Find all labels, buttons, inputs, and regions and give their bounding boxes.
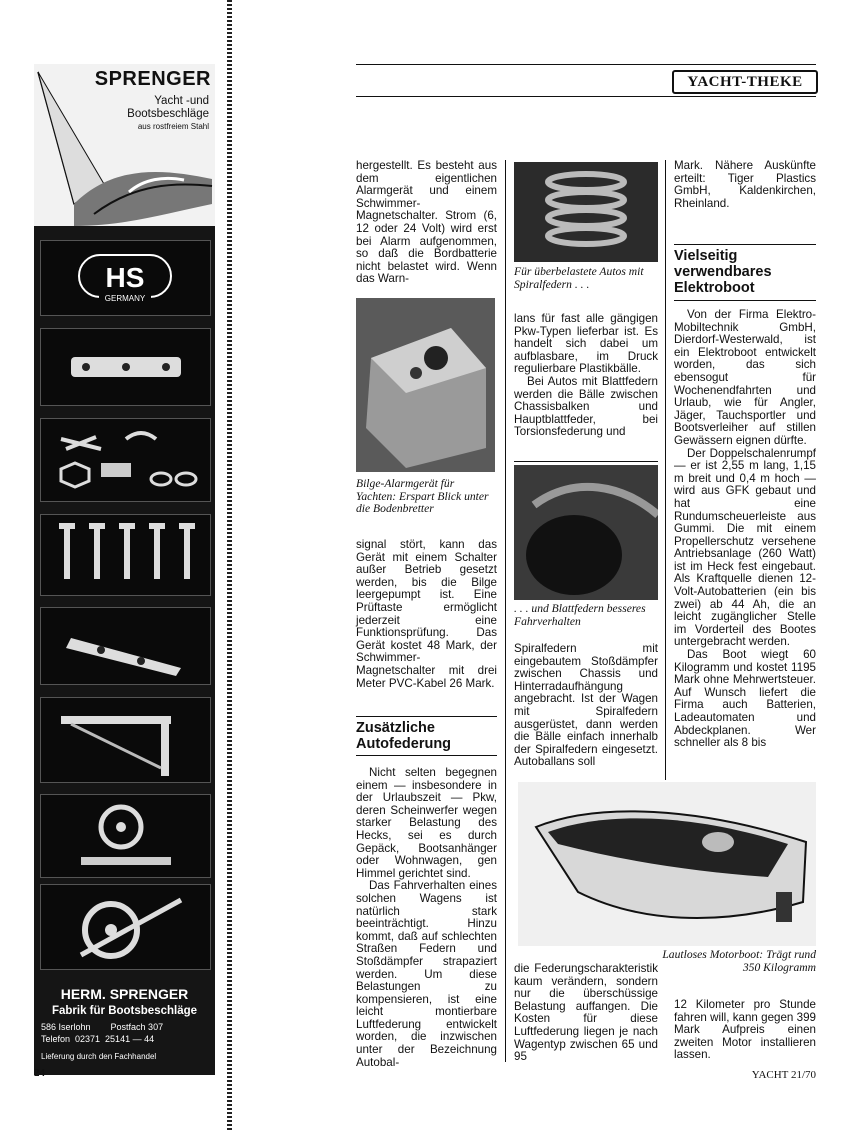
col1-text-top: hergestellt. Es besteht aus dem eigentlichen Alarmgerät und einem Schwimmer-Magnetschalter. Strom (6, 12 oder 24 Volt) wird erst bei Alarm aufgenommen, so daß die Bordbatterie nicht belastet wird. Wenn das Warn- [356, 159, 497, 286]
column-rule [505, 160, 506, 1062]
hinge-panel [40, 328, 211, 406]
bilge-alarm-photo [356, 298, 495, 472]
screws-icon [41, 515, 210, 595]
pulley-block-icon [41, 795, 210, 877]
col2-text-3: die Federungscharakteristik kaum verändern, sondern nur die überschüssige Belastung auffangen. Die Kosten für diese Luftfederung liegen je nach Wagentyp zwischen 65 und 95 [514, 962, 658, 1064]
heading-rule [674, 300, 816, 301]
bilge-alarm-caption: Bilge-Alarmgerät für Yachten: Erspart Blick unter die Bodenbretter [356, 477, 489, 516]
ad-phone: Telefon 02371 25141 — 44 [41, 1034, 155, 1044]
column-rule [665, 160, 666, 780]
col1-text-mid: signal stört, kann das Gerät mit einem Schalter außer Betrieb gesetzt werden, bis die Bilge leergepumpt ist. Eine Prüftaste ermöglicht jederzeit eine Funktionsprüfung. Das Gerät kostet 48 Mark, der Schwimmer-Magnetschalter mit drei Meter PVC-Kabel 26 Mark. [356, 538, 497, 690]
issue-label: YACHT 21/70 [751, 1069, 816, 1081]
ad-footer [34, 980, 215, 1075]
photo-rule [514, 461, 658, 462]
heading-autofederung: Zusätzliche Autofederung [356, 720, 452, 752]
ad-brand: SPRENGER [94, 68, 211, 90]
header-rule-bottom [356, 96, 816, 97]
ad-company: HERM. SPRENGER [60, 986, 189, 1002]
fittings-icon [41, 419, 210, 501]
cleat-panel [40, 607, 211, 685]
electric-boat-photo [518, 782, 816, 946]
ad-company-sub: Fabrik für Bootsbeschläge [51, 1005, 198, 1017]
ad-address: 586 Iserlohn Postfach 307 [41, 1022, 164, 1032]
leaf-spring-photo [514, 465, 658, 600]
heading-elektroboot: Vielseitig verwendbares Elektroboot [674, 248, 772, 296]
alarm-device-image [356, 298, 495, 472]
sprenger-advertisement [34, 64, 215, 1075]
leaf-spring-image [514, 465, 658, 600]
spring-caption: Für überbelastete Autos mit Spiralfedern . . . [514, 265, 644, 291]
spiral-spring-photo [514, 162, 658, 262]
hs-logo-panel [40, 240, 211, 316]
header-rule-top [356, 64, 816, 65]
col3-text-top: Mark. Nähere Auskünfte erteilt: Tiger Plastics GmbH, Kaldenkirchen, Rheinland. [674, 159, 816, 210]
bracket-panel [40, 697, 211, 783]
svg-text:GERMANY: GERMANY [104, 294, 146, 303]
hs-logo [41, 241, 210, 315]
leaf-spring-caption: . . . und Blattfedern besseres Fahrverhalten [514, 602, 646, 628]
svg-text:HS: HS [105, 262, 145, 293]
section-label: YACHT-THEKE [672, 70, 818, 94]
col3-text-bottom: 12 Kilometer pro Stunde fahren will, kann gegen 399 Mark Aufpreis einen zweiten Motor installieren lassen. [674, 998, 816, 1062]
winch-panel [40, 884, 211, 970]
heading-rule [356, 716, 497, 717]
binding-edge [227, 0, 232, 1130]
fittings-panel [40, 418, 211, 502]
cleat-icon [41, 608, 210, 684]
winch-icon [41, 885, 210, 969]
boat-caption: Lautloses Motorboot: Trägt rund 350 Kilogramm [662, 948, 816, 974]
page-number: 24 [34, 1067, 45, 1079]
screws-panel [40, 514, 211, 596]
col1-body: Nicht selten begegnen einem — insbesondere in der Urlaubszeit — Pkw, deren Scheinwerfer wegen starker Belastung des Hecks, sei es durch Gepäck, Bootsanhänger oder Wohnwagen, gen Himmel gerichtet sind. Das Fahrverhalten eines solchen Wagens ist natürlich stark beeinträchtigt. Hinzu kommt, daß auf schlechten Straßen Federn und Stoßdämpfer strapaziert werden. Um diese Belastungen zu kompensieren, ist eine leicht montierbare Luftfederung entwickelt worden, die inzwischen unter der Bezeichnung Autobal- [356, 766, 497, 1069]
ad-header [34, 64, 215, 226]
heading-rule [674, 244, 816, 245]
ad-material: aus rostfreiem Stahl [137, 122, 209, 131]
ad-dealer-note: Lieferung durch den Fachhandel [41, 1052, 157, 1061]
ad-subtitle: Yacht -und Bootsbeschläge [127, 95, 209, 120]
heading-rule [356, 755, 497, 756]
block-panel [40, 794, 211, 878]
boat-image [518, 782, 816, 946]
col2-text-1: lans für fast alle gängigen Pkw-Typen lieferbar ist. Es handelt sich dabei um aufblasbare, im Druck regulierbare Plastikbälle. Bei Autos mit Blattfedern werden die Bälle zwischen Chassisbalken und Hauptblattfeder, bei Torsionsfederung und [514, 312, 658, 439]
hinge-icon [41, 329, 210, 405]
col2-text-2: Spiralfedern mit eingebautem Stoßdämpfer zwischen Chassis und Hinterradaufhängung angebracht. Ist der Wagen mit Spiralfedern ausgerüstet, dann werden die Bälle einfach innerhalb der Spiralfedern eingesetzt. Autoballans soll [514, 642, 658, 769]
bracket-icon [41, 698, 210, 782]
col3-body: Von der Firma Elektro-Mobiltechnik GmbH, Dierdorf-Westerwald, ist ein Elektroboot entwickelt worden, das sich ebensogut für Wochenendfahrten und Urlaub, wie für Angler, Jäger, Tauchsportler und Bootsverleiher auf stillen Gewässern eignen dürfte. Der Doppelschalenrumpf — er ist 2,55 m lang, 1,15 m breit und 0,4 m hoch — wird aus GFK gebaut und hat eine Rundumscheuerleiste aus Gummi. Die mit einem Propellerschutz versehene Antriebsanlage (260 Watt) ist im Heck fest eingebaut. Als Kraftquelle dienen 12-Volt-Autobatterien (ein bis zwei) ab 44 Ah, die an leicht zugänglicher Stelle im Vorderteil des Bootes untergebracht werden. Das Boot wiegt 60 Kilogramm und kostet 1195 Mark ohne Mehrwertsteuer. Auf Wunsch liefert die Firma auch Batterien, Ladeautomaten und Abdeckplanen. Wer schneller als 8 bis [674, 308, 816, 750]
spring-image [514, 162, 658, 262]
